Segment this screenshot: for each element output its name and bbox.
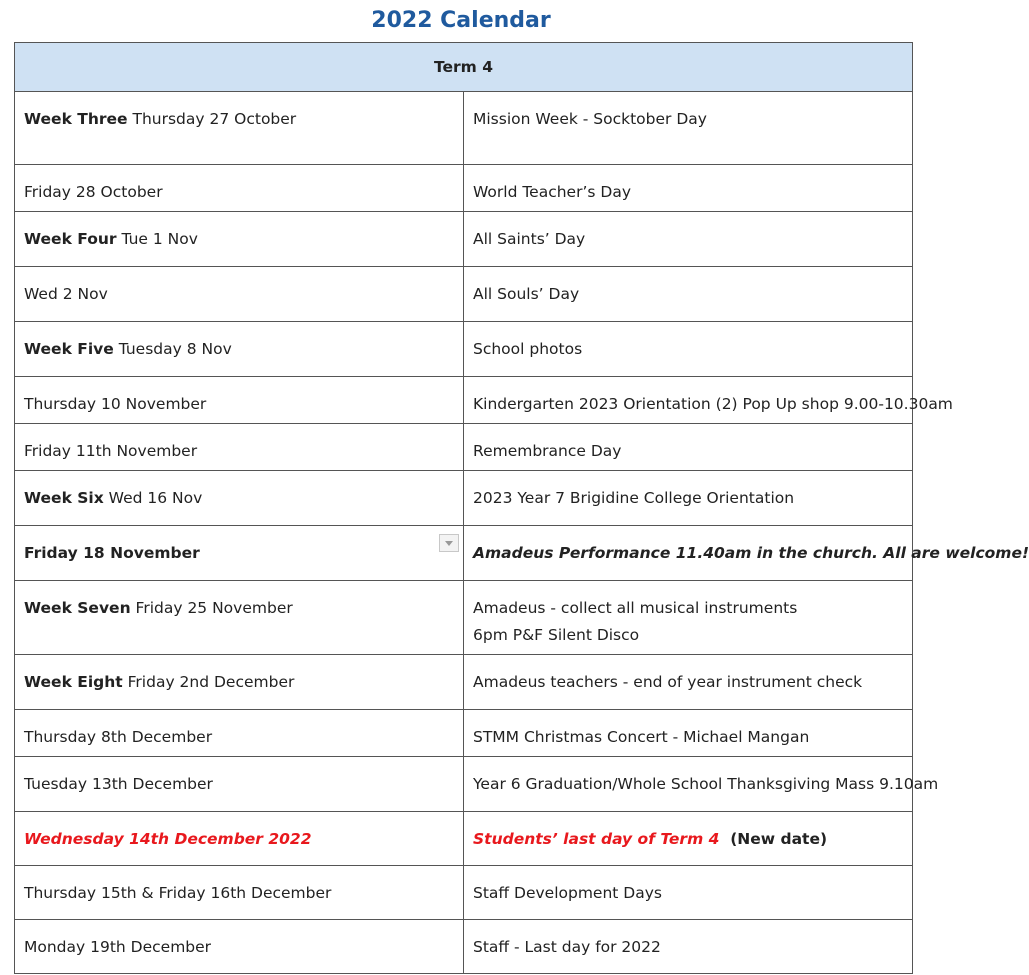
date-cell — [15, 920, 464, 974]
event-text: Kindergarten 2023 Orientation (2) Pop Up shop 9.00-10.30am — [473, 395, 953, 413]
date-cell — [15, 581, 464, 655]
date-text: Tuesday 13th December — [24, 775, 213, 793]
date-text: Wed 16 Nov — [103, 489, 203, 507]
date-text: Friday 2nd December — [122, 673, 295, 691]
date-text: Thursday 8th December — [24, 728, 213, 746]
dropdown-arrow-icon[interactable] — [439, 534, 459, 552]
event-cell — [464, 424, 913, 471]
event-cell — [464, 377, 953, 424]
date-cell — [15, 377, 464, 424]
event-cell — [464, 212, 913, 267]
date-text: Friday 28 October — [24, 183, 163, 201]
event-text: Remembrance Day — [473, 442, 622, 460]
table-row — [15, 920, 913, 974]
table-row — [15, 655, 913, 710]
event-cell — [464, 710, 913, 757]
table-row — [15, 710, 913, 757]
table-row — [15, 165, 913, 212]
table-row — [15, 322, 913, 377]
table-row — [15, 581, 913, 655]
event-text: Students’ last day of Term 4 — [473, 830, 720, 848]
date-cell — [15, 212, 464, 267]
date-cell — [15, 526, 464, 581]
date-text: Friday 25 November — [130, 599, 293, 617]
date-cell — [15, 866, 464, 920]
event-text: World Teacher’s Day — [473, 183, 632, 201]
term-header: Term 4 — [15, 43, 913, 92]
date-cell — [15, 710, 464, 757]
date-cell — [15, 471, 464, 526]
date-text: Thursday 27 October — [127, 110, 297, 128]
event-text: STMM Christmas Concert - Michael Mangan — [473, 728, 810, 746]
event-text: Mission Week - Socktober Day — [473, 110, 707, 128]
date-text: Tuesday 8 Nov — [113, 340, 232, 358]
table-row — [15, 424, 913, 471]
table-row — [15, 377, 913, 424]
table-row — [15, 757, 913, 812]
date-cell — [15, 655, 464, 710]
event-text: Staff - Last day for 2022 — [473, 938, 661, 956]
event-text: Staff Development Days — [473, 884, 662, 902]
event-cell — [464, 757, 939, 812]
date-cell — [15, 165, 464, 212]
event-text: Amadeus teachers - end of year instrument check — [473, 673, 863, 691]
week-label: Week Five — [24, 340, 114, 358]
table-row — [15, 866, 913, 920]
event-text-secondary: 6pm P&F Silent Disco — [473, 626, 640, 644]
date-cell — [15, 267, 464, 322]
date-text: Friday 11th November — [24, 442, 198, 460]
event-note: (New date) — [719, 830, 828, 848]
event-cell — [464, 322, 913, 377]
event-cell — [464, 866, 913, 920]
date-cell — [15, 322, 464, 377]
event-cell — [464, 92, 913, 165]
event-cell — [464, 165, 913, 212]
date-text: Thursday 15th & Friday 16th December — [24, 884, 332, 902]
date-text: Monday 19th December — [24, 938, 212, 956]
event-cell — [464, 920, 913, 974]
table-row — [15, 812, 913, 866]
week-label: Week Seven — [24, 599, 131, 617]
event-cell — [464, 581, 913, 655]
event-cell — [464, 471, 913, 526]
event-cell — [464, 655, 913, 710]
table-row — [15, 267, 913, 322]
date-text: Tue 1 Nov — [116, 230, 198, 248]
calendar-title: 2022 Calendar — [371, 8, 551, 33]
event-text: All Souls’ Day — [473, 285, 580, 303]
week-label: Week Six — [24, 489, 104, 507]
date-text: Thursday 10 November — [24, 395, 207, 413]
week-label: Week Three — [24, 110, 128, 128]
date-text: Wed 2 Nov — [24, 285, 108, 303]
table-row — [15, 526, 913, 581]
event-text: Year 6 Graduation/Whole School Thanksgiving Mass 9.10am — [473, 775, 939, 793]
date-cell — [15, 812, 464, 866]
date-text: Friday 18 November — [24, 544, 200, 562]
event-text: Amadeus - collect all musical instruments — [473, 599, 798, 617]
event-cell — [464, 267, 913, 322]
date-cell — [15, 92, 464, 165]
calendar-table — [14, 42, 1029, 974]
event-text: All Saints’ Day — [473, 230, 586, 248]
table-row — [15, 212, 913, 267]
event-text: School photos — [473, 340, 583, 358]
event-text: Amadeus Performance 11.40am in the church. All are welcome! — [473, 544, 1029, 562]
event-cell — [464, 812, 913, 866]
date-text: Wednesday 14th December 2022 — [24, 830, 312, 848]
week-label: Week Eight — [24, 673, 123, 691]
table-row — [15, 471, 913, 526]
term-header-row — [15, 43, 913, 92]
event-text: 2023 Year 7 Brigidine College Orientation — [473, 489, 795, 507]
week-label: Week Four — [24, 230, 117, 248]
date-cell — [15, 424, 464, 471]
table-row — [15, 92, 913, 165]
date-cell — [15, 757, 464, 812]
event-cell — [464, 526, 1029, 581]
